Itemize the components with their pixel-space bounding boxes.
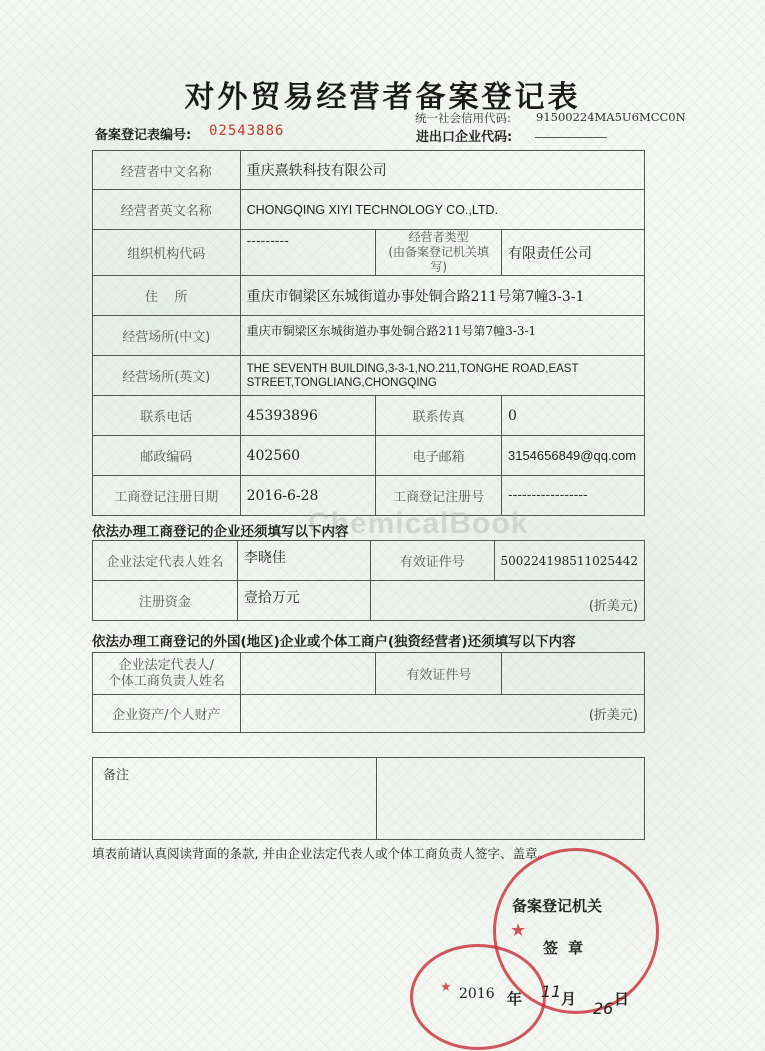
cn-name-label: 经营者中文名称 — [93, 151, 241, 190]
reg-no-value: 02543886 — [209, 123, 285, 139]
authority-label: 备案登记机关 — [512, 897, 603, 915]
phone-value: 45393896 — [240, 396, 376, 436]
fax-value: 0 — [501, 396, 644, 436]
assets-label: 企业资产/个人财产 — [93, 695, 241, 733]
biz-place-cn-label: 经营场所(中文) — [93, 316, 241, 356]
date-month: 11 — [541, 982, 562, 1001]
date-day-char: 日 — [614, 990, 630, 1008]
section2-table — [92, 652, 645, 733]
en-name-value: CHONGQING XIYI TECHNOLOGY CO.,LTD. — [240, 190, 644, 230]
operator-type-value: 有限责任公司 — [501, 230, 644, 276]
id-no-value: 500224198511025442 — [494, 541, 644, 581]
reg-num-value: ----------------- — [501, 476, 644, 516]
rep-name-value — [240, 653, 376, 695]
rep-name-label-line1: 企业法定代表人/ — [118, 657, 215, 673]
en-name-label: 经营者英文名称 — [93, 190, 241, 230]
footer-note: 填表前请认真阅读背面的条款, 并由企业法定代表人或个体工商负责人签字、盖章。 — [92, 846, 550, 861]
rep-name-label — [93, 653, 241, 695]
change-seal-mark: ★ — [440, 980, 452, 995]
date-year-char: 年 — [507, 990, 523, 1008]
operator-type-label-line2: (由备案登记机关填写) — [388, 245, 490, 274]
reg-date-label: 工商登记注册日期 — [93, 476, 241, 516]
address-label: 住 所 — [93, 276, 241, 316]
main-info-table — [92, 150, 645, 516]
capital-label: 注册资金 — [93, 581, 238, 621]
watermark: ChemicalBook — [308, 507, 529, 540]
operator-type-label-line1: 经营者类型 — [408, 230, 469, 244]
sign-label: 签章 — [543, 939, 594, 957]
postcode-label: 邮政编码 — [93, 436, 241, 476]
capital-value: 壹拾万元 — [237, 581, 370, 621]
section2-heading: 依法办理工商登记的外国(地区)企业或个体工商户(独资经营者)还须填写以下内容 — [92, 634, 576, 650]
postcode-value: 402560 — [240, 436, 376, 476]
capital-usd-label: (折美元) — [371, 581, 645, 621]
official-seal-mark: ★ — [510, 920, 529, 941]
reg-date-value: 2016-6-28 — [240, 476, 376, 516]
reg-no-label: 备案登记表编号: — [95, 128, 192, 143]
ie-code-label: 进出口企业代码: — [416, 130, 513, 145]
credit-code-label: 统一社会信用代码: — [415, 111, 511, 125]
operator-type-label — [376, 230, 502, 276]
ie-code-value: ____________ — [535, 124, 607, 138]
remarks-table — [92, 757, 645, 840]
email-value: 3154656849@qq.com — [501, 436, 644, 476]
address-value: 重庆市铜梁区东城街道办事处铜合路211号第7幢3-3-1 — [240, 276, 644, 316]
org-code-label: 组织机构代码 — [93, 230, 241, 276]
id-no-value-2 — [502, 653, 645, 695]
cn-name-value: 重庆熹轶科技有限公司 — [240, 151, 644, 190]
date-month-char: 月 — [561, 990, 577, 1008]
phone-label: 联系电话 — [93, 396, 241, 436]
section1-table — [92, 540, 645, 621]
legal-rep-value: 李晓佳 — [237, 541, 370, 581]
biz-place-en-value: THE SEVENTH BUILDING,3-3-1,NO.211,TONGHE ROAD,EAST STREET,TONGLIANG,CHONGQING — [240, 356, 644, 396]
id-no-label: 有效证件号 — [371, 541, 494, 581]
date-day: 26 — [593, 999, 614, 1018]
biz-place-en-label: 经营场所(英文) — [93, 356, 241, 396]
section1-heading: 依法办理工商登记的企业还须填写以下内容 — [92, 524, 349, 540]
form-title: 对外贸易经营者备案登记表 — [184, 80, 581, 115]
rep-name-label-line2: 个体工商负责人姓名 — [107, 673, 225, 689]
legal-rep-label: 企业法定代表人姓名 — [93, 541, 238, 581]
assets-usd-label: (折美元) — [240, 695, 644, 733]
reg-num-label: 工商登记注册号 — [376, 476, 502, 516]
credit-code-value: 91500224MA5U6MCC0N — [536, 110, 686, 124]
remarks-label: 备注 — [93, 758, 377, 840]
remarks-value — [376, 758, 645, 840]
biz-place-cn-value: 重庆市铜梁区东城街道办事处铜合路211号第7幢3-3-1 — [240, 316, 644, 356]
org-code-value: --------- — [240, 230, 376, 276]
email-label: 电子邮箱 — [376, 436, 502, 476]
id-no-label-2: 有效证件号 — [376, 653, 502, 695]
fax-label: 联系传真 — [376, 396, 502, 436]
date-year: 2016 — [459, 986, 495, 1002]
